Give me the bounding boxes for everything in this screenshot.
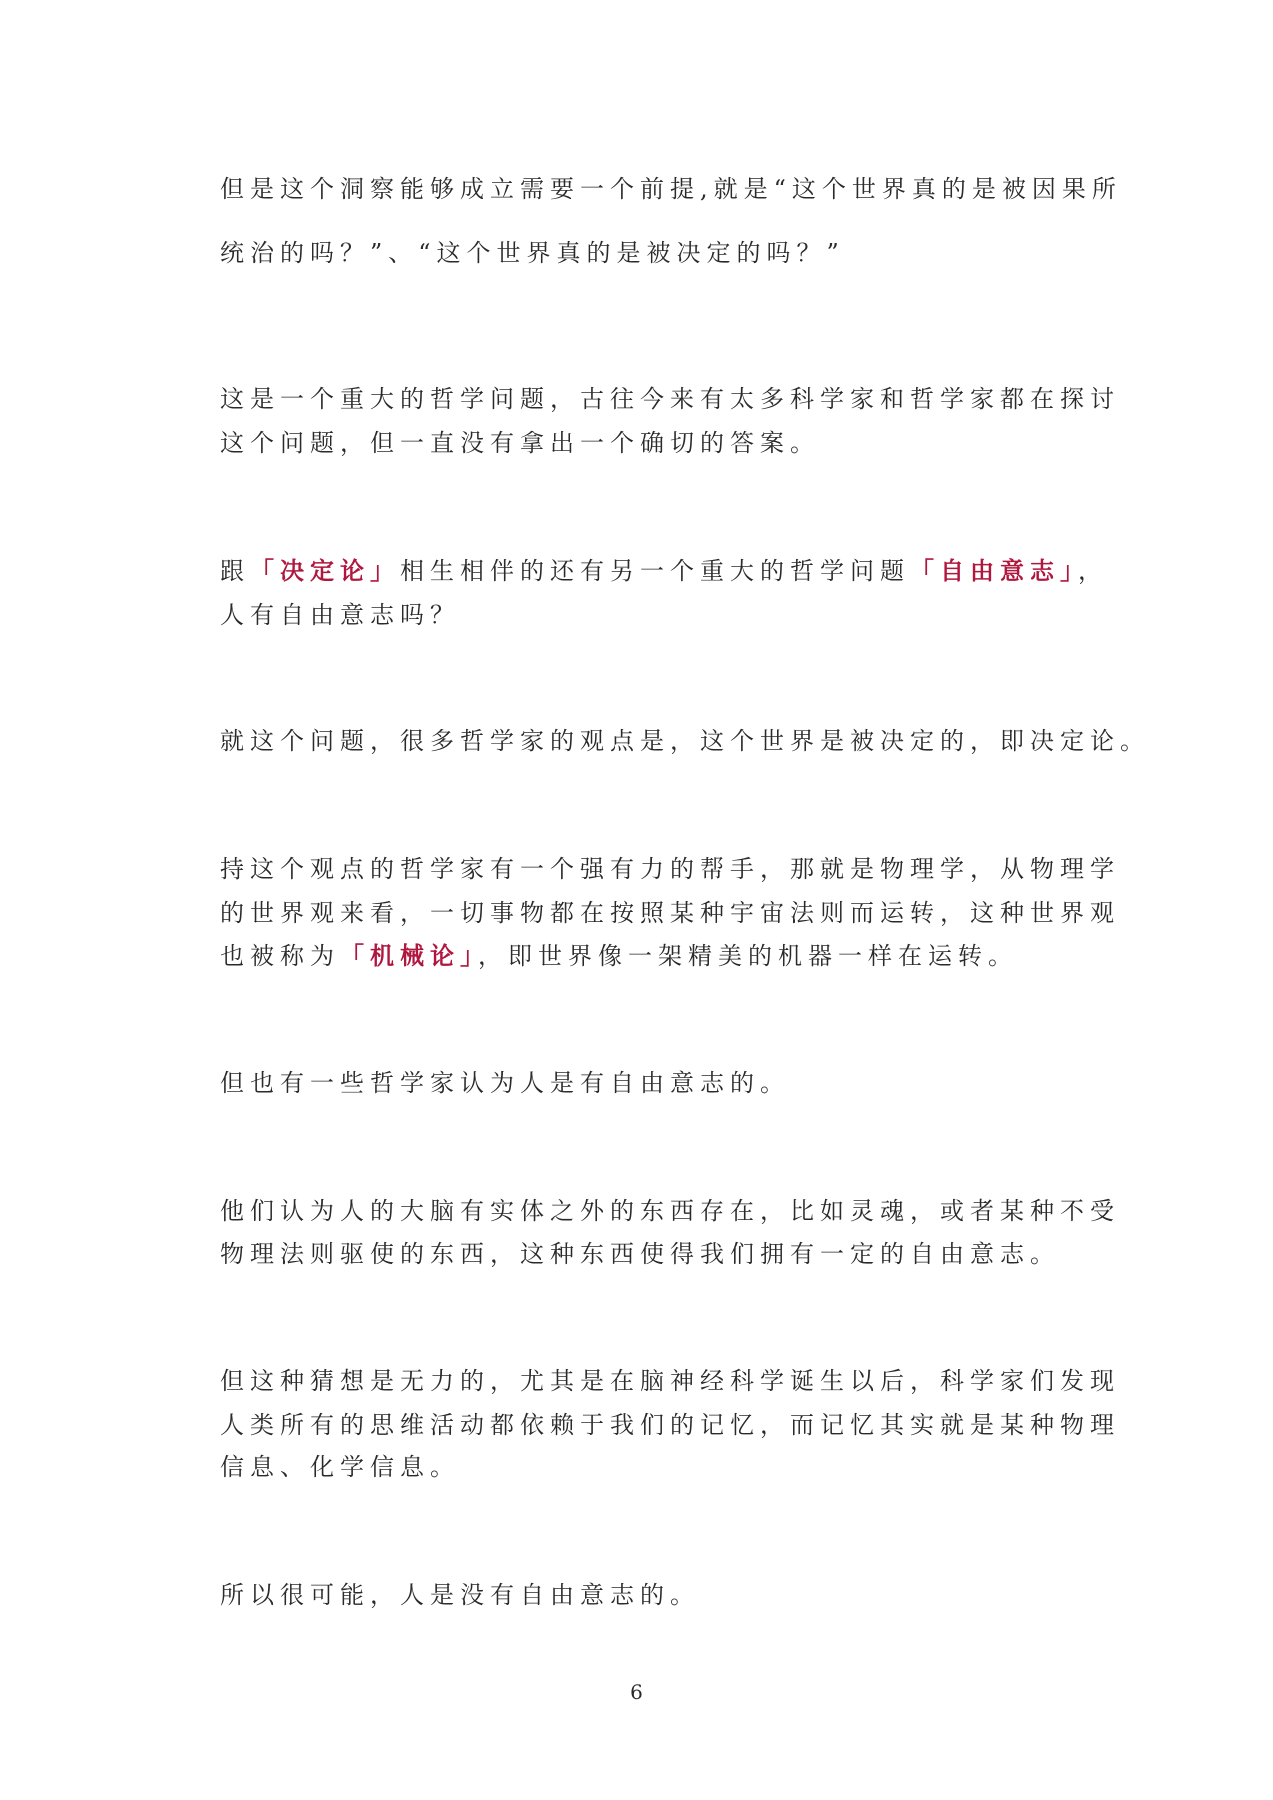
paragraph-2-line-1: 这是一个重大的哲学问题，古往今来有太多科学家和哲学家都在探讨 bbox=[220, 385, 1120, 413]
paragraph-5-line-3 bbox=[220, 941, 1018, 971]
paragraph-8-line-1: 但这种猜想是无力的，尤其是在脑神经科学诞生以后，科学家们发现 bbox=[220, 1367, 1120, 1395]
paragraph-9-line-1: 所以很可能，人是没有自由意志的。 bbox=[220, 1581, 700, 1609]
paragraph-1-line-1: 但是这个洞察能够成立需要一个前提,就是“这个世界真的是被因果所 bbox=[220, 175, 1122, 203]
paragraph-3-line-2: 人有自由意志吗？ bbox=[220, 601, 460, 629]
paragraph-5-line-1: 持这个观点的哲学家有一个强有力的帮手，那就是物理学，从物理学 bbox=[220, 855, 1120, 883]
paragraph-7-line-1: 他们认为人的大脑有实体之外的东西存在，比如灵魂，或者某种不受 bbox=[220, 1197, 1120, 1225]
text-segment: 也被称为 bbox=[220, 942, 340, 970]
highlight-determinism: 「决定论」 bbox=[250, 556, 400, 585]
paragraph-4-line-1: 就这个问题，很多哲学家的观点是，这个世界是被决定的，即决定论。 bbox=[220, 727, 1150, 755]
paragraph-7-line-2: 物理法则驱使的东西，这种东西使得我们拥有一定的自由意志。 bbox=[220, 1240, 1060, 1268]
highlight-free-will: 「自由意志」 bbox=[910, 556, 1078, 585]
paragraph-3-line-1 bbox=[220, 556, 1108, 586]
text-segment: ，即世界像一架精美的机器一样在运转。 bbox=[478, 942, 1018, 970]
paragraph-8-line-3: 信息、化学信息。 bbox=[220, 1453, 460, 1481]
text-segment: ， bbox=[1078, 557, 1108, 585]
paragraph-1-line-2: 统治的吗？”、“这个世界真的是被决定的吗？” bbox=[220, 239, 845, 267]
paragraph-2-line-2: 这个问题，但一直没有拿出一个确切的答案。 bbox=[220, 429, 820, 457]
paragraph-5-line-2: 的世界观来看，一切事物都在按照某种宇宙法则而运转，这种世界观 bbox=[220, 899, 1120, 927]
paragraph-6-line-1: 但也有一些哲学家认为人是有自由意志的。 bbox=[220, 1069, 790, 1097]
highlight-mechanism: 「机械论」 bbox=[340, 941, 478, 970]
paragraph-8-line-2: 人类所有的思维活动都依赖于我们的记忆，而记忆其实就是某种物理 bbox=[220, 1411, 1120, 1439]
text-segment: 相生相伴的还有另一个重大的哲学问题 bbox=[400, 557, 910, 585]
text-segment: 跟 bbox=[220, 557, 250, 585]
page-number: 6 bbox=[630, 1680, 643, 1704]
